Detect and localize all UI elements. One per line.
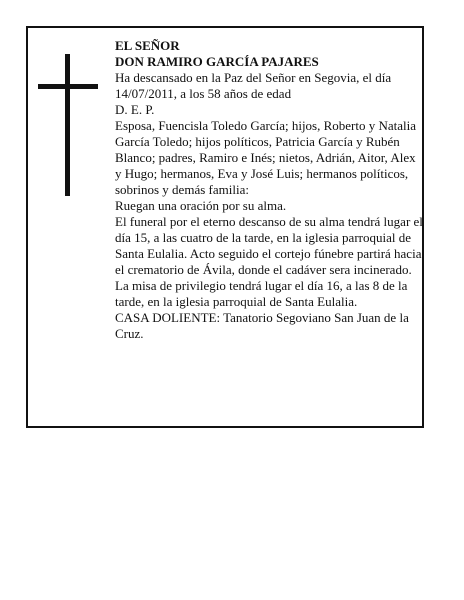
obituary-text — [115, 38, 423, 342]
family-list: Esposa, Fuencisla Toledo García; hijos, Roberto y Natalia García Toledo; hijos políticos, Patricia García y Rubén Blanco; padres, Ramiro e Inés; nietos, Adrián, Aitor, Alex y Hugo; hermanos, Eva y José Luis; hermanos políticos, sobrinos y demás familia: — [115, 118, 417, 197]
title-line-1: EL SEÑOR — [115, 38, 180, 53]
cross-vertical-bar — [65, 54, 70, 196]
mourning-house: CASA DOLIENTE: Tanatorio Segoviano San Juan de la Cruz. — [115, 310, 409, 341]
passing-announcement: Ha descansado en la Paz del Señor en Segovia, el día 14/07/2011, a los 58 años de edad — [115, 70, 392, 101]
mass-details: La misa de privilegio tendrá lugar el día 16, a las 8 de la tarde, en la iglesia parroquial de Santa Eulalia. — [115, 278, 408, 309]
funeral-details: El funeral por el eterno descanso de su alma tendrá lugar el día 15, a las cuatro de la tarde, en la iglesia parroquial de Santa Eulalia. Acto seguido el cortejo fúnebre partirá hacia el crematorio de Ávila, donde el cadáver sera incinerado. — [115, 214, 423, 277]
prayer-request: Ruegan una oración por su alma. — [115, 198, 287, 213]
deceased-name: DON RAMIRO GARCÍA PAJARES — [115, 54, 319, 69]
rip-abbreviation: D. E. P. — [115, 102, 155, 117]
cross-icon — [38, 54, 98, 196]
cross-horizontal-bar — [38, 84, 98, 89]
